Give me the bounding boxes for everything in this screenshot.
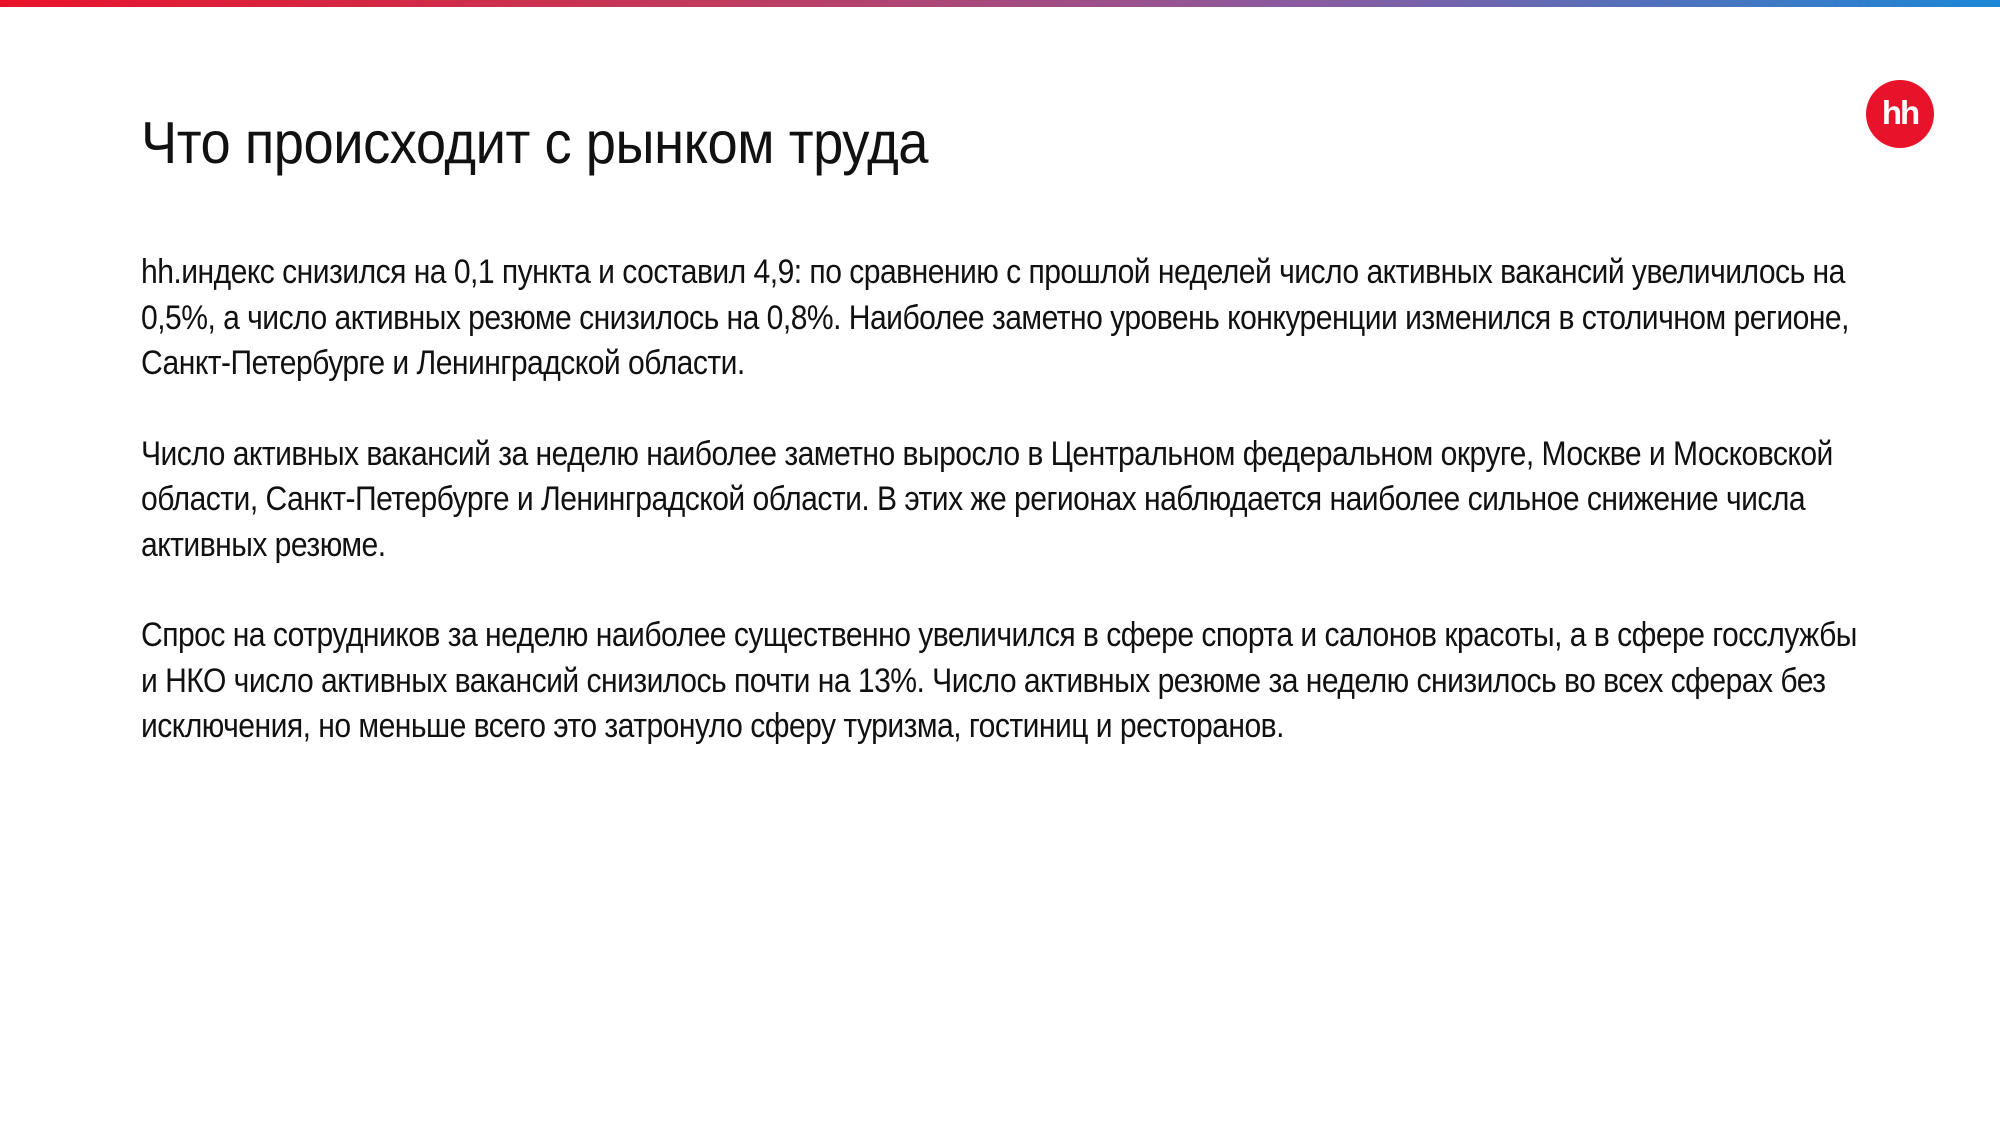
hh-logo xyxy=(1866,80,1934,148)
paragraph-demand-sectors: Спрос на сотрудников за неделю наиболее существенно увеличился в сфере спорта и салонов красоты, а в сфере госслужбы и НКО число активных вакансий снизилось почти на 13%. Число активных резюме за неделю снизилось во всех сферах без исключения, но меньше всего это затронуло сферу туризма, гостиниц и ресторанов. xyxy=(141,616,1857,745)
hh-logo-text: hh xyxy=(1881,94,1919,131)
body-text xyxy=(141,250,1971,795)
paragraph-hh-index: hh.индекс снизился на 0,1 пункта и составил 4,9: по сравнению с прошлой неделей число активных вакансий увеличилось на 0,5%, а число активных резюме снизилось на 0,8%. Наиболее заметно уровень конкуренции изменился в столичном регионе, Санкт-Петербурге и Ленинградской области. xyxy=(141,253,1849,382)
top-accent-bar xyxy=(0,0,2000,7)
paragraph-vacancies-regions: Число активных вакансий за неделю наиболее заметно выросло в Центральном федеральном округе, Москве и Московской области, Санкт-Петербурге и Ленинградской области. В этих же регионах наблюдается наиболее сильное снижение числа активных резюме. xyxy=(141,434,1833,564)
page-title: Что происходит с рынком труда xyxy=(141,110,929,176)
